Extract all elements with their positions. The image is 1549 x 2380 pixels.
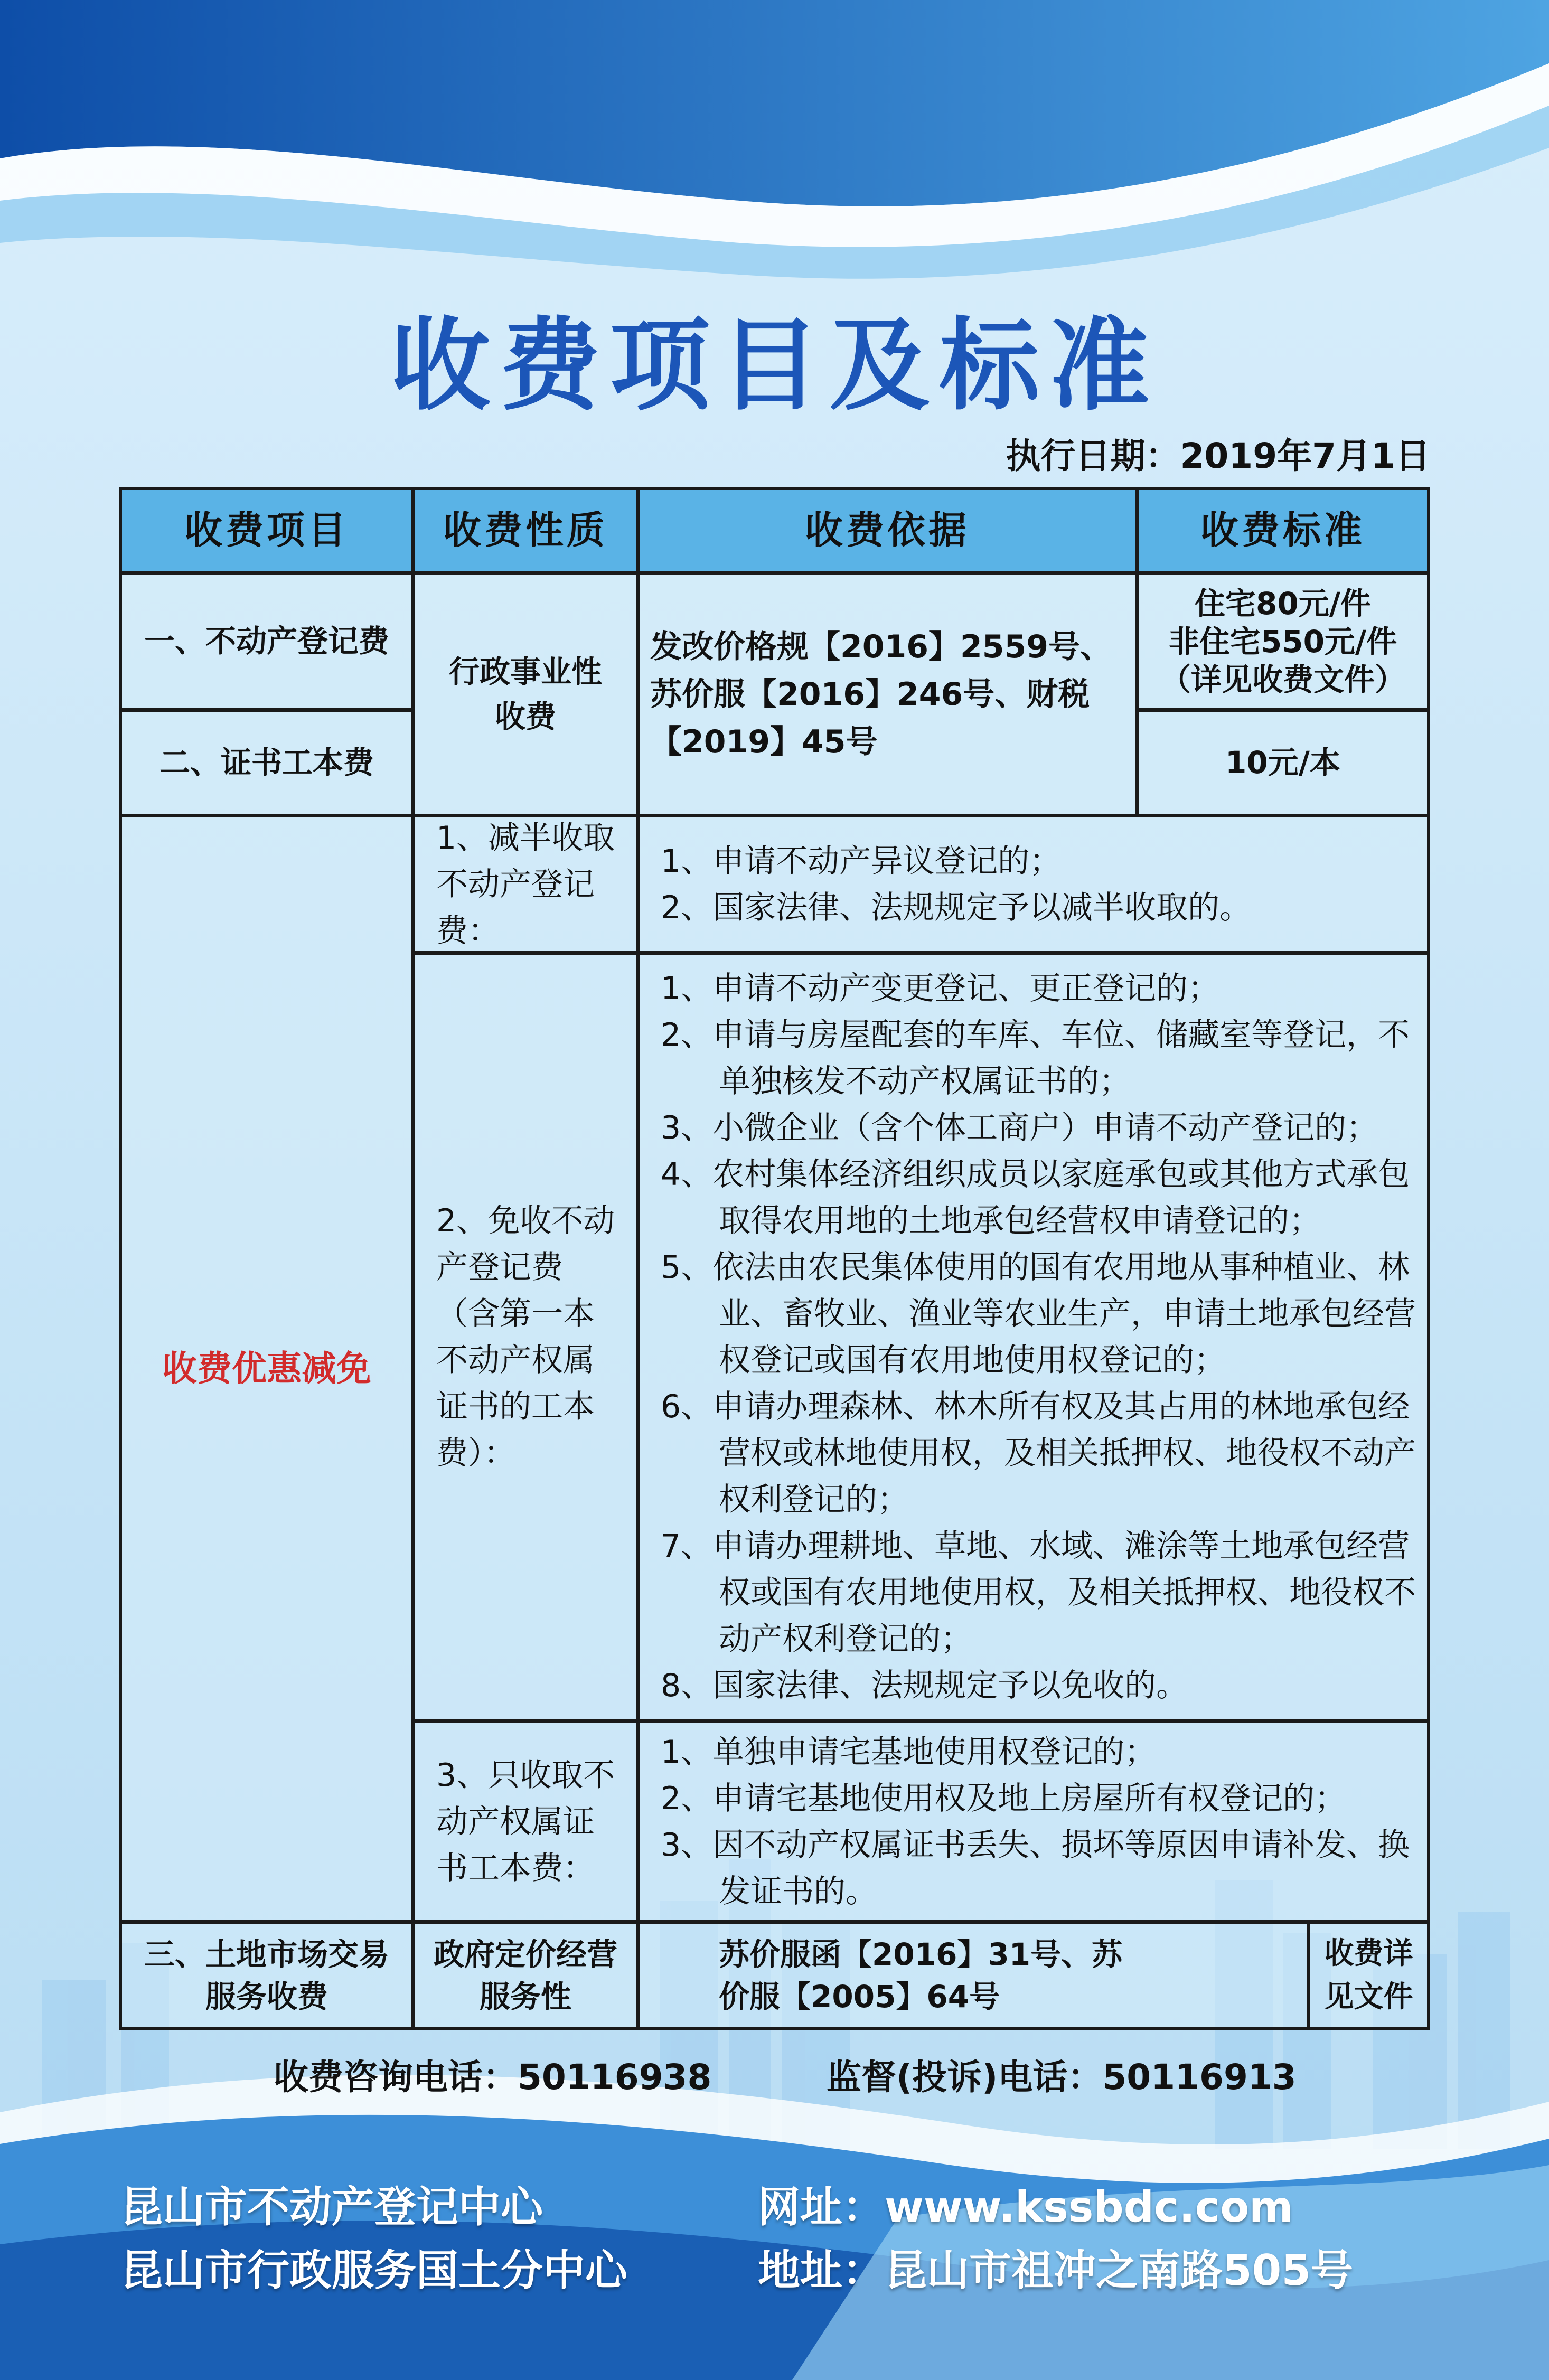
list-item: 2、申请宅基地使用权及地上房屋所有权登记的； xyxy=(661,1780,1347,1817)
item-certificate-fee: 二、证书工本费 xyxy=(119,709,415,817)
list-item: 3、因不动产权属证书丢失、损坏等原因申请补发、换发证书的。 xyxy=(661,1826,1410,1910)
item-land-market-fee xyxy=(119,1921,415,2030)
list-item: 7、申请办理耕地、草地、水域、滩涂等土地承包经营权或国有农用地使用权，及相关抵押权、地役权不动产权利登记的； xyxy=(661,1528,1416,1658)
basis-docs-text: 发改价格规【2016】2559号、苏价服【2016】246号、财税【2019】45号 xyxy=(650,628,1112,760)
execution-date: 执行日期：2019年7月1日 xyxy=(1006,436,1430,476)
basis-docs xyxy=(636,571,1138,817)
basis-land-market-text: 苏价服函【2016】31号、苏价服【2005】64号 xyxy=(719,1936,1123,2015)
list-item: 4、农村集体经济组织成员以家庭承包或其他方式承包取得农用地的土地承包经营权申请登记的； xyxy=(661,1156,1410,1239)
free-list xyxy=(636,952,1430,1723)
address: 地址：昆山市祖冲之南路505号 xyxy=(758,2246,1353,2295)
item-land-market-fee-text: 三、土地市场交易服务收费 xyxy=(144,1936,389,2015)
list-item: 8、国家法律、法规规定予以免收的。 xyxy=(661,1667,1188,1704)
discount-label: 收费优惠减免 xyxy=(119,814,415,1923)
basis-land-market xyxy=(636,1921,1310,2030)
cert-only-list xyxy=(636,1720,1430,1923)
list-item: 1、单独申请宅基地使用权登记的； xyxy=(661,1733,1157,1771)
nature-gov-priced xyxy=(412,1921,639,2030)
consult-phone: 收费咨询电话：50116938 xyxy=(274,2057,712,2097)
list-item: 3、小微企业（含个体工商户）申请不动产登记的； xyxy=(661,1109,1378,1146)
category-cert-only xyxy=(412,1720,639,1923)
standard-registration-text: 住宅80元/件 非住宅550元/件 （详见收费文件） xyxy=(1160,585,1405,698)
category-half xyxy=(412,814,639,954)
standard-certificate: 10元/本 xyxy=(1135,709,1430,817)
list-item: 1、申请不动产变更登记、更正登记的； xyxy=(661,970,1220,1007)
header-item: 收费项目 xyxy=(119,487,415,574)
nature-admin-fee-text: 行政事业性收费 xyxy=(448,654,602,735)
page-title: 收费项目及标准 xyxy=(390,307,1159,424)
complaint-phone: 监督(投诉)电话：50116913 xyxy=(827,2057,1297,2097)
nature-gov-priced-text: 政府定价经营服务性 xyxy=(433,1936,617,2015)
website[interactable]: 网址：www.kssbdc.com xyxy=(758,2183,1293,2232)
standard-registration xyxy=(1135,571,1430,711)
category-half-text: 1、减半收取不动产登记费： xyxy=(436,819,615,949)
category-cert-only-text: 3、只收取不动产权属证书工本费： xyxy=(436,1756,615,1887)
list-item: 1、申请不动产异议登记的； xyxy=(661,842,1062,880)
category-free-text: 2、免收不动产登记费（含第一本不动产权属证书的工本费）： xyxy=(436,1202,615,1472)
half-list xyxy=(636,814,1430,954)
header-standard: 收费标准 xyxy=(1135,487,1430,574)
org-service-center: 昆山市行政服务国土分中心 xyxy=(120,2246,627,2295)
list-item: 2、申请与房屋配套的车库、车位、储藏室等登记，不单独核发不动产权属证书的； xyxy=(661,1017,1410,1100)
fee-table xyxy=(119,487,1430,2030)
header-basis: 收费依据 xyxy=(636,487,1138,574)
nature-admin-fee xyxy=(412,571,639,817)
header-nature: 收费性质 xyxy=(412,487,639,574)
item-registration-fee: 一、不动产登记费 xyxy=(119,571,415,711)
list-item: 6、申请办理森林、林木所有权及其占用的林地承包经营权或林地使用权，及相关抵押权、地役权不动产权利登记的； xyxy=(661,1388,1416,1518)
list-item: 5、依法由农民集体使用的国有农用地从事种植业、林业、畜牧业、渔业等农业生产，申请土地承包经营权登记或国有农用地使用权登记的； xyxy=(661,1249,1416,1379)
category-free xyxy=(412,952,639,1723)
standard-land-market: 收费详见文件 xyxy=(1307,1921,1430,2030)
org-registration-center: 昆山市不动产登记中心 xyxy=(120,2183,543,2232)
list-item: 2、国家法律、法规规定予以减半收取的。 xyxy=(661,889,1252,926)
